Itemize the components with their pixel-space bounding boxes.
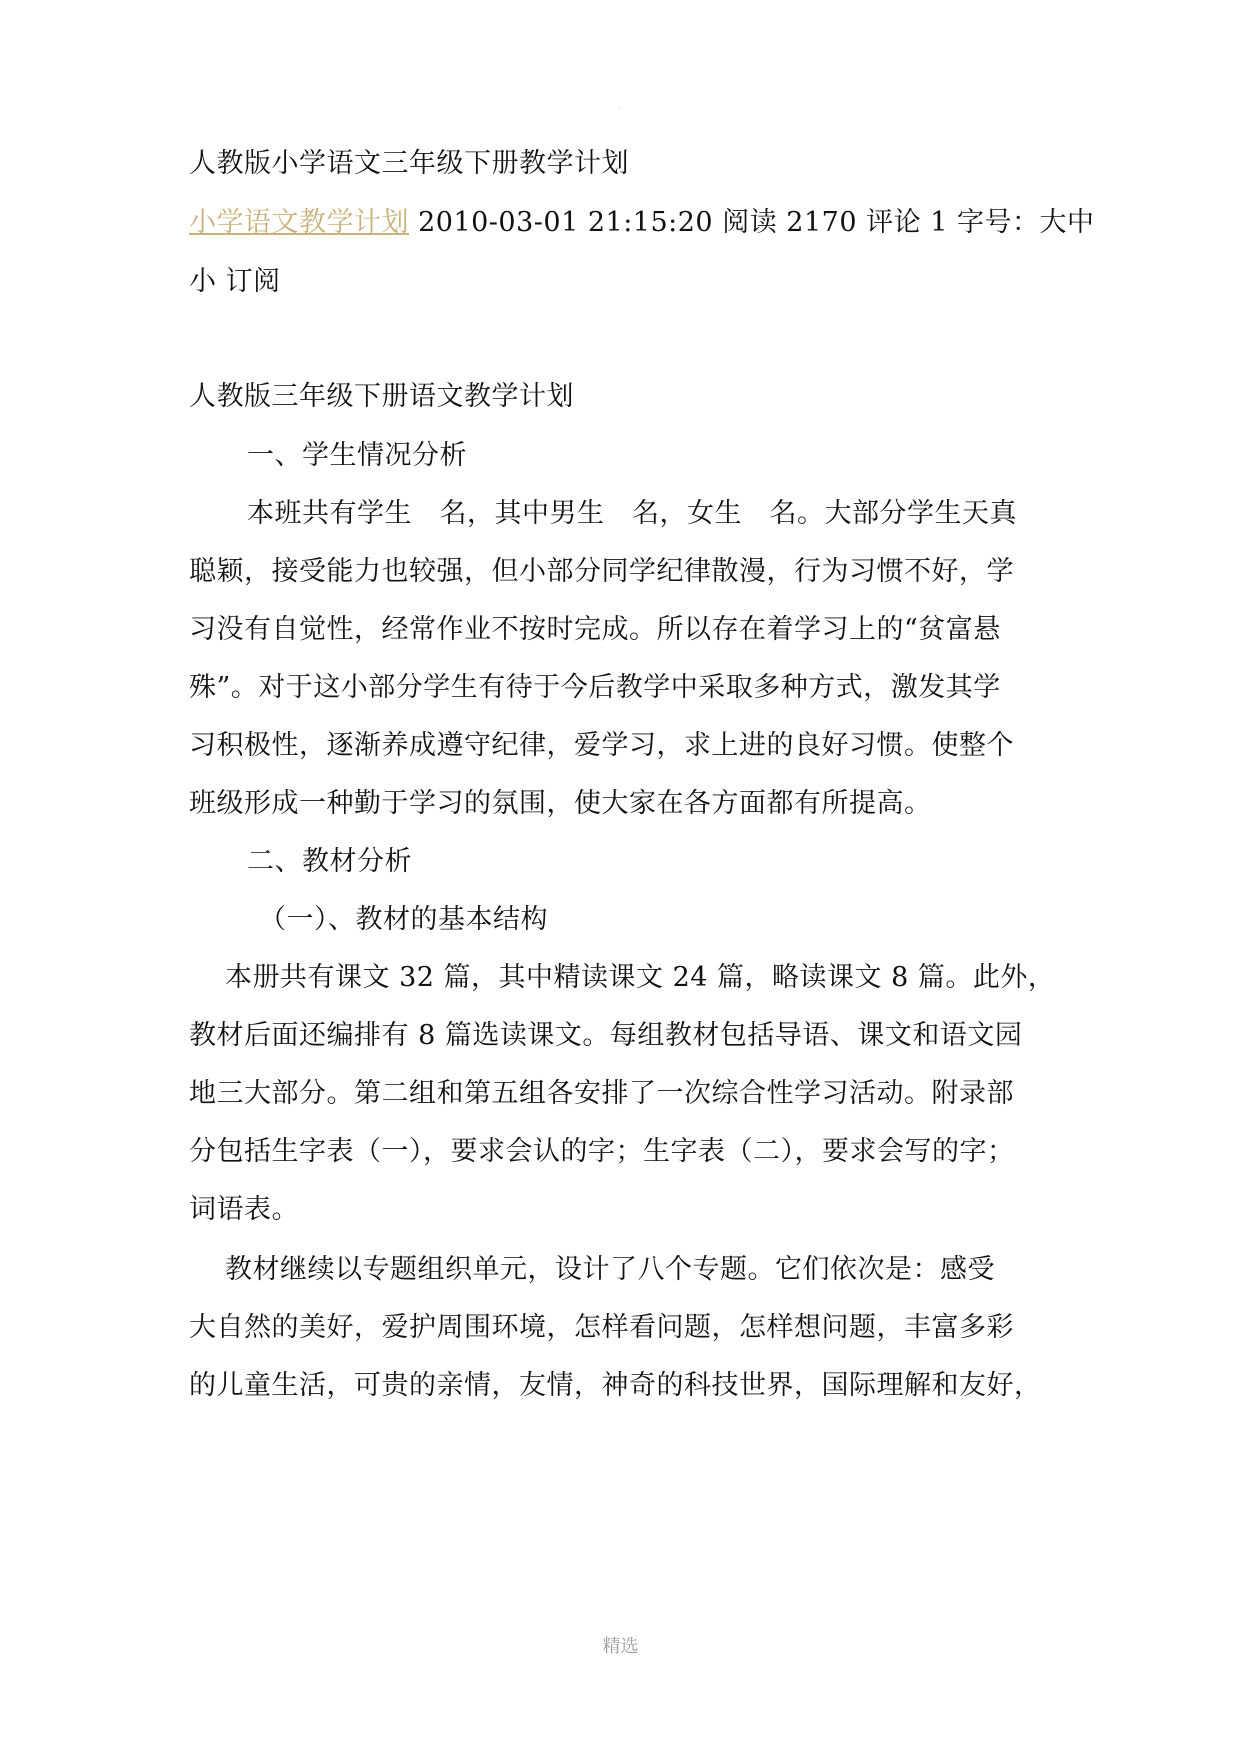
page-footer: 精选 xyxy=(602,1636,639,1657)
section-heading-2: 二、教材分析 xyxy=(247,846,412,877)
font-size-small[interactable]: 小 xyxy=(189,266,217,297)
comment-count: 评论 1 xyxy=(866,207,948,238)
paragraph-line: 聪颖，接受能力也较强，但小部分同学纪律散漫，行为习惯不好，学 xyxy=(189,556,1014,587)
paragraph-line: 的儿童生活，可贵的亲情，友情，神奇的科技世界，国际理解和友好， xyxy=(189,1370,1042,1401)
subscribe-link[interactable]: 订阅 xyxy=(225,266,281,297)
paragraph-line: 本班共有学生 名，其中男生 名，女生 名。大部分学生天真 xyxy=(247,498,1017,529)
paragraph-line: 习没有自觉性，经常作业不按时完成。所以存在着学习上的“贫富悬 xyxy=(189,614,1001,645)
doc-title: 人教版三年级下册语文教学计划 xyxy=(189,381,574,412)
read-count: 阅读 2170 xyxy=(722,207,858,238)
paragraph-line: 分包括生字表（一），要求会认的字；生字表（二），要求会写的字； xyxy=(189,1136,1015,1167)
subsection-heading: （一）、教材的基本结构 xyxy=(259,904,548,935)
paragraph-line: 班级形成一种勤于学习的氛围，使大家在各方面都有所提高。 xyxy=(189,788,932,819)
meta-line xyxy=(189,206,1095,240)
post-datetime: 2010-03-01 21:15:20 xyxy=(418,207,714,238)
paragraph-line: 习积极性，逐渐养成遵守纪律，爱学习，求上进的良好习惯。使整个 xyxy=(189,730,1014,761)
header-mark: · xyxy=(618,104,621,113)
page-title: 人教版小学语文三年级下册教学计划 xyxy=(189,148,629,179)
font-size-label: 字号：大中 xyxy=(956,207,1095,238)
category-link[interactable]: 小学语文教学计划 xyxy=(189,207,409,238)
paragraph-line: 教材继续以专题组织单元，设计了八个专题。它们依次是：感受 xyxy=(225,1254,995,1285)
paragraph-line: 词语表。 xyxy=(189,1194,299,1225)
paragraph-line: 大自然的美好，爱护周围环境，怎样看问题，怎样想问题，丰富多彩 xyxy=(189,1312,1014,1343)
paragraph-line: 教材后面还编排有 8 篇选读课文。每组教材包括导语、课文和语文园 xyxy=(189,1020,1023,1051)
meta-line-2 xyxy=(189,265,1069,299)
section-heading-1: 一、学生情况分析 xyxy=(247,440,467,471)
paragraph-line: 地三大部分。第二组和第五组各安排了一次综合性学习活动。附录部 xyxy=(189,1078,1014,1109)
paragraph-line: 本册共有课文 32 篇，其中精读课文 24 篇，略读课文 8 篇。此外， xyxy=(225,962,1056,993)
paragraph-line: 殊”。对于这小部分学生有待于今后教学中采取多种方式，激发其学 xyxy=(189,672,1001,703)
